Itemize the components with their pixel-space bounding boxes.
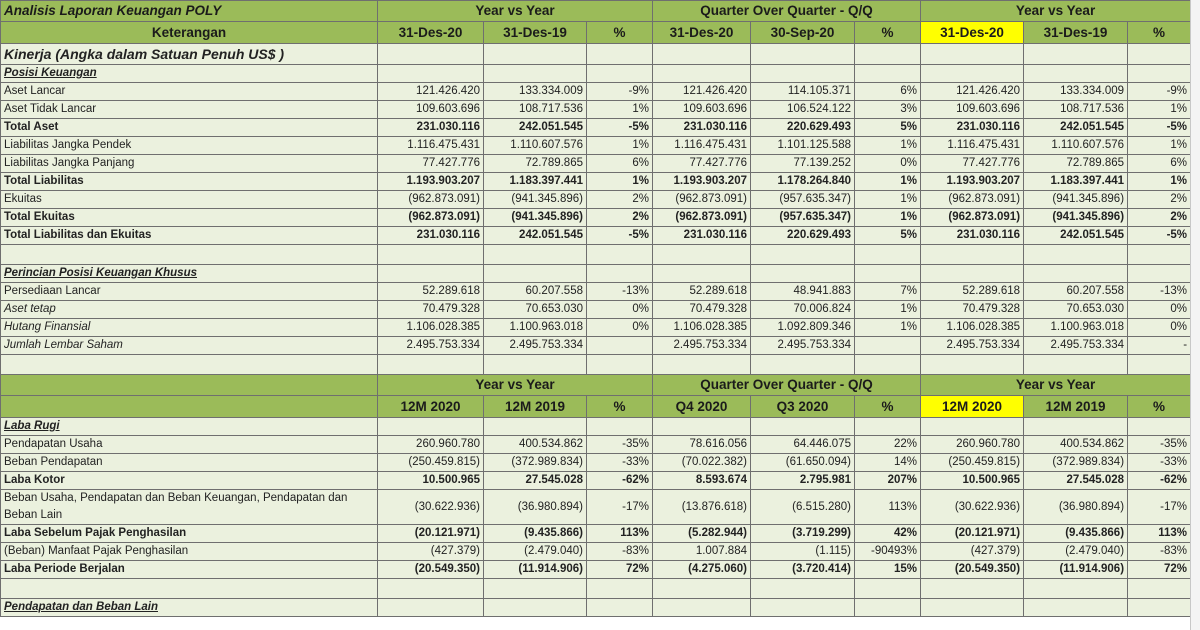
table-cell[interactable]: (61.650.094) xyxy=(751,454,855,472)
group-qoq-label[interactable]: Quarter Over Quarter - Q/Q xyxy=(653,1,921,22)
table-cell[interactable]: 2.495.753.334 xyxy=(921,337,1024,355)
table-cell[interactable]: 1% xyxy=(855,301,921,319)
table-cell[interactable]: 72% xyxy=(1128,561,1191,579)
table-cell[interactable]: 14% xyxy=(855,454,921,472)
table-cell[interactable]: 77.427.776 xyxy=(653,155,751,173)
table-cell[interactable]: 10.500.965 xyxy=(378,472,484,490)
table-cell[interactable]: 242.051.545 xyxy=(1024,119,1128,137)
table-cell[interactable]: 48.941.883 xyxy=(751,283,855,301)
table-cell[interactable]: 231.030.116 xyxy=(653,227,751,245)
table-cell[interactable]: 260.960.780 xyxy=(921,436,1024,454)
column-header-row-2 xyxy=(1,396,1191,418)
table-cell[interactable]: 1.193.903.207 xyxy=(921,173,1024,191)
row-label[interactable]: (Beban) Manfaat Pajak Penghasilan xyxy=(1,543,378,561)
table-row xyxy=(1,436,1191,454)
row-label[interactable]: Persediaan Lancar xyxy=(1,283,378,301)
table-cell[interactable]: 70.479.328 xyxy=(921,301,1024,319)
table-cell[interactable]: (962.873.091) xyxy=(921,191,1024,209)
row-label[interactable]: Beban Pendapatan xyxy=(1,454,378,472)
spacer-row xyxy=(1,579,1191,599)
column-header[interactable]: 31-Des-19 xyxy=(484,22,587,44)
table-cell[interactable]: (5.282.944) xyxy=(653,525,751,543)
perincian-rows xyxy=(1,283,1191,355)
table-cell[interactable]: 70.653.030 xyxy=(484,301,587,319)
table-row xyxy=(1,283,1191,301)
table-cell[interactable]: 6% xyxy=(587,155,653,173)
row-label[interactable]: Ekuitas xyxy=(1,191,378,209)
table-cell[interactable]: 8.593.674 xyxy=(653,472,751,490)
table-cell[interactable]: 133.334.009 xyxy=(1024,83,1128,101)
table-cell[interactable]: 1% xyxy=(587,137,653,155)
table-cell[interactable]: -33% xyxy=(587,454,653,472)
table-cell[interactable]: -13% xyxy=(587,283,653,301)
row-label[interactable]: Liabilitas Jangka Pendek xyxy=(1,137,378,155)
table-row xyxy=(1,561,1191,579)
table-cell[interactable]: 260.960.780 xyxy=(378,436,484,454)
table-cell[interactable]: 113% xyxy=(1128,525,1191,543)
column-header[interactable]: Q3 2020 xyxy=(751,396,855,418)
table-cell[interactable]: 207% xyxy=(855,472,921,490)
table-cell[interactable]: 113% xyxy=(587,525,653,543)
posisi-rows xyxy=(1,83,1191,245)
partial-row-label[interactable]: Pendapatan dan Beban Lain xyxy=(1,599,378,617)
table-row xyxy=(1,319,1191,337)
table-cell[interactable]: 1.106.028.385 xyxy=(378,319,484,337)
table-cell[interactable]: 114.105.371 xyxy=(751,83,855,101)
table-cell[interactable]: 1.193.903.207 xyxy=(653,173,751,191)
table-cell[interactable]: -33% xyxy=(1128,454,1191,472)
table-cell[interactable]: 1.106.028.385 xyxy=(921,319,1024,337)
group-qoq-label[interactable]: Quarter Over Quarter - Q/Q xyxy=(653,375,921,396)
table-cell[interactable]: (250.459.815) xyxy=(921,454,1024,472)
column-header[interactable]: 12M 2020 xyxy=(378,396,484,418)
table-cell[interactable]: 1.110.607.576 xyxy=(484,137,587,155)
table-cell[interactable]: 121.426.420 xyxy=(921,83,1024,101)
table-cell[interactable]: -90493% xyxy=(855,543,921,561)
column-header[interactable]: % xyxy=(1128,22,1191,44)
table-cell[interactable]: 231.030.116 xyxy=(378,227,484,245)
table-cell[interactable]: 1.106.028.385 xyxy=(653,319,751,337)
table-cell[interactable]: 1% xyxy=(1128,173,1191,191)
column-header[interactable]: 31-Des-20 xyxy=(653,22,751,44)
group-yoy-label[interactable]: Year vs Year xyxy=(378,1,653,22)
table-cell[interactable]: 1% xyxy=(587,173,653,191)
table-cell[interactable]: (4.275.060) xyxy=(653,561,751,579)
table-cell[interactable]: -9% xyxy=(1128,83,1191,101)
table-cell[interactable]: (6.515.280) xyxy=(751,490,855,525)
column-header[interactable]: 31-Des-19 xyxy=(1024,22,1128,44)
row-label[interactable]: Pendapatan Usaha xyxy=(1,436,378,454)
subsection-row xyxy=(1,418,1191,436)
table-cell[interactable]: 0% xyxy=(587,301,653,319)
table-cell[interactable]: 27.545.028 xyxy=(1024,472,1128,490)
table-cell[interactable]: 1.100.963.018 xyxy=(484,319,587,337)
table-cell[interactable]: -35% xyxy=(587,436,653,454)
column-header[interactable]: % xyxy=(855,396,921,418)
table-cell[interactable]: (30.622.936) xyxy=(921,490,1024,525)
column-header[interactable]: 31-Des-20 xyxy=(378,22,484,44)
table-cell[interactable]: 108.717.536 xyxy=(484,101,587,119)
table-cell[interactable]: 1% xyxy=(855,319,921,337)
table-cell[interactable]: 1% xyxy=(1128,101,1191,119)
table-cell[interactable]: 1.007.884 xyxy=(653,543,751,561)
laba-rows xyxy=(1,436,1191,579)
table-cell[interactable]: 2.795.981 xyxy=(751,472,855,490)
table-cell[interactable]: -9% xyxy=(587,83,653,101)
table-cell[interactable]: (2.479.040) xyxy=(484,543,587,561)
table-row xyxy=(1,472,1191,490)
column-header-row xyxy=(1,22,1191,44)
row-label[interactable]: Jumlah Lembar Saham xyxy=(1,337,378,355)
row-label[interactable]: Total Ekuitas xyxy=(1,209,378,227)
table-cell[interactable]: (962.873.091) xyxy=(378,191,484,209)
table-row xyxy=(1,543,1191,561)
table-cell[interactable]: 6% xyxy=(1128,155,1191,173)
table-cell[interactable]: (957.635.347) xyxy=(751,209,855,227)
table-cell[interactable]: (3.719.299) xyxy=(751,525,855,543)
table-row xyxy=(1,191,1191,209)
row-label[interactable]: Total Aset xyxy=(1,119,378,137)
column-header[interactable]: Q4 2020 xyxy=(653,396,751,418)
sheet-title[interactable]: Analisis Laporan Keuangan POLY xyxy=(1,1,378,22)
table-cell[interactable]: 1% xyxy=(855,137,921,155)
table-cell[interactable]: 400.534.862 xyxy=(484,436,587,454)
table-cell[interactable]: 231.030.116 xyxy=(378,119,484,137)
table-cell[interactable]: 1.193.903.207 xyxy=(378,173,484,191)
table-cell[interactable]: 0% xyxy=(1128,319,1191,337)
column-header[interactable]: 12M 2019 xyxy=(1024,396,1128,418)
column-header[interactable]: % xyxy=(587,396,653,418)
table-cell[interactable]: (962.873.091) xyxy=(378,209,484,227)
table-cell[interactable]: 400.534.862 xyxy=(1024,436,1128,454)
table-cell[interactable]: 106.524.122 xyxy=(751,101,855,119)
window-edge xyxy=(1190,0,1200,630)
table-cell[interactable]: (11.914.906) xyxy=(484,561,587,579)
table-cell[interactable]: (70.022.382) xyxy=(653,454,751,472)
table-cell[interactable]: (250.459.815) xyxy=(378,454,484,472)
subsection-title-perincian[interactable]: Perincian Posisi Keuangan Khusus xyxy=(1,265,378,283)
subsection-title-laba[interactable]: Laba Rugi xyxy=(1,418,378,436)
table-row xyxy=(1,173,1191,191)
table-cell[interactable]: 121.426.420 xyxy=(378,83,484,101)
group-yoy2-label[interactable]: Year vs Year xyxy=(921,375,1191,396)
table-cell[interactable]: (13.876.618) xyxy=(653,490,751,525)
spacer-row xyxy=(1,245,1191,265)
table-cell[interactable]: 1.101.125.588 xyxy=(751,137,855,155)
table-row xyxy=(1,119,1191,137)
table-cell[interactable]: 22% xyxy=(855,436,921,454)
empty-header-cell[interactable] xyxy=(1,396,378,418)
second-header-block xyxy=(1,355,1191,436)
table-cell[interactable]: 1% xyxy=(855,191,921,209)
group-yoy2-label[interactable]: Year vs Year xyxy=(921,1,1191,22)
table-cell[interactable]: 231.030.116 xyxy=(921,227,1024,245)
table-cell[interactable]: (2.479.040) xyxy=(1024,543,1128,561)
table-cell[interactable]: (1.115) xyxy=(751,543,855,561)
table-cell[interactable]: 77.139.252 xyxy=(751,155,855,173)
table-cell[interactable]: 6% xyxy=(855,83,921,101)
table-row xyxy=(1,137,1191,155)
table-cell[interactable]: 242.051.545 xyxy=(484,119,587,137)
table-cell[interactable]: 70.006.824 xyxy=(751,301,855,319)
table-cell[interactable]: 2.495.753.334 xyxy=(378,337,484,355)
table-cell[interactable]: 2.495.753.334 xyxy=(751,337,855,355)
row-label[interactable]: Aset Tidak Lancar xyxy=(1,101,378,119)
table-cell[interactable]: -5% xyxy=(587,227,653,245)
table-cell[interactable]: 0% xyxy=(1128,301,1191,319)
column-header-highlighted[interactable]: 31-Des-20 xyxy=(921,22,1024,44)
table-cell[interactable]: (372.989.834) xyxy=(1024,454,1128,472)
table-cell[interactable]: 60.207.558 xyxy=(1024,283,1128,301)
table-cell[interactable]: (941.345.896) xyxy=(484,191,587,209)
table-cell[interactable]: 15% xyxy=(855,561,921,579)
row-label[interactable]: Laba Periode Berjalan xyxy=(1,561,378,579)
row-label[interactable]: Total Liabilitas xyxy=(1,173,378,191)
table-row xyxy=(1,454,1191,472)
table-cell[interactable]: 231.030.116 xyxy=(653,119,751,137)
table-cell[interactable]: 0% xyxy=(587,319,653,337)
empty-header-cell[interactable] xyxy=(1,375,378,396)
table-cell[interactable]: 231.030.116 xyxy=(921,119,1024,137)
table-cell[interactable]: 2.495.753.334 xyxy=(1024,337,1128,355)
row-label[interactable]: Beban Usaha, Pendapatan dan Beban Keuangan, Pendapatan dan Beban Lain xyxy=(1,490,378,525)
table-cell[interactable]: (941.345.896) xyxy=(1024,191,1128,209)
table-cell[interactable]: (427.379) xyxy=(921,543,1024,561)
row-label[interactable]: Aset tetap xyxy=(1,301,378,319)
table-cell[interactable]: 1% xyxy=(1128,137,1191,155)
table-cell[interactable] xyxy=(587,337,653,355)
column-header[interactable]: 12M 2019 xyxy=(484,396,587,418)
table-cell[interactable]: 109.603.696 xyxy=(378,101,484,119)
table-row xyxy=(1,101,1191,119)
table-cell[interactable]: 2% xyxy=(587,209,653,227)
table-cell[interactable]: 108.717.536 xyxy=(1024,101,1128,119)
table-cell[interactable]: 2.495.753.334 xyxy=(653,337,751,355)
table-cell[interactable]: 113% xyxy=(855,490,921,525)
table-row xyxy=(1,83,1191,101)
table-cell[interactable]: 242.051.545 xyxy=(484,227,587,245)
table-cell[interactable]: 242.051.545 xyxy=(1024,227,1128,245)
table-cell[interactable]: (941.345.896) xyxy=(1024,209,1128,227)
column-header[interactable]: 30-Sep-20 xyxy=(751,22,855,44)
table-cell[interactable]: 78.616.056 xyxy=(653,436,751,454)
spacer-block xyxy=(1,245,1191,283)
table-cell[interactable]: 5% xyxy=(855,119,921,137)
spacer-row xyxy=(1,355,1191,375)
table-cell[interactable]: (962.873.091) xyxy=(921,209,1024,227)
table-cell[interactable]: -5% xyxy=(1128,227,1191,245)
group-header-row xyxy=(1,1,1191,22)
table-cell[interactable]: (30.622.936) xyxy=(378,490,484,525)
table-cell[interactable]: 5% xyxy=(855,227,921,245)
table-cell[interactable]: (36.980.894) xyxy=(484,490,587,525)
table-cell[interactable]: 72.789.865 xyxy=(1024,155,1128,173)
table-cell[interactable]: 1.092.809.346 xyxy=(751,319,855,337)
table-row xyxy=(1,337,1191,355)
table-cell[interactable]: -62% xyxy=(587,472,653,490)
table-cell[interactable]: (941.345.896) xyxy=(484,209,587,227)
column-header[interactable]: % xyxy=(1128,396,1191,418)
table-row xyxy=(1,525,1191,543)
table-cell[interactable]: (962.873.091) xyxy=(653,191,751,209)
row-label[interactable]: Aset Lancar xyxy=(1,83,378,101)
table-cell[interactable]: 42% xyxy=(855,525,921,543)
table-cell[interactable]: 52.289.618 xyxy=(378,283,484,301)
group-yoy-label[interactable]: Year vs Year xyxy=(378,375,653,396)
column-header-highlighted[interactable]: 12M 2020 xyxy=(921,396,1024,418)
table-cell[interactable]: 2% xyxy=(1128,209,1191,227)
table-cell[interactable] xyxy=(855,337,921,355)
table-cell[interactable]: - xyxy=(1128,337,1191,355)
table-cell[interactable]: 60.207.558 xyxy=(484,283,587,301)
table-cell[interactable]: (962.873.091) xyxy=(653,209,751,227)
table-cell[interactable]: 77.427.776 xyxy=(378,155,484,173)
table-cell[interactable]: 27.545.028 xyxy=(484,472,587,490)
table-cell[interactable]: 70.653.030 xyxy=(1024,301,1128,319)
table-cell[interactable]: -83% xyxy=(1128,543,1191,561)
table-cell[interactable]: 1.116.475.431 xyxy=(378,137,484,155)
table-cell[interactable]: 7% xyxy=(855,283,921,301)
table-cell[interactable]: (20.549.350) xyxy=(921,561,1024,579)
table-cell[interactable]: 70.479.328 xyxy=(653,301,751,319)
table-cell[interactable]: 1.183.397.441 xyxy=(484,173,587,191)
table-cell[interactable]: -5% xyxy=(1128,119,1191,137)
table-cell[interactable]: 0% xyxy=(855,155,921,173)
table-cell[interactable]: 77.427.776 xyxy=(921,155,1024,173)
subsection-row xyxy=(1,265,1191,283)
table-cell[interactable]: 1% xyxy=(855,209,921,227)
group-header-row-2 xyxy=(1,375,1191,396)
table-cell[interactable]: (3.720.414) xyxy=(751,561,855,579)
row-label[interactable]: Laba Kotor xyxy=(1,472,378,490)
table-row xyxy=(1,490,1191,525)
table-cell[interactable]: 220.629.493 xyxy=(751,227,855,245)
table-cell[interactable]: (20.121.971) xyxy=(921,525,1024,543)
table-row xyxy=(1,301,1191,319)
table-cell[interactable]: -17% xyxy=(1128,490,1191,525)
table-cell[interactable]: 1% xyxy=(587,101,653,119)
table-cell[interactable]: -13% xyxy=(1128,283,1191,301)
section-title-row xyxy=(1,44,1191,65)
table-cell[interactable]: 220.629.493 xyxy=(751,119,855,137)
table-cell[interactable]: 133.334.009 xyxy=(484,83,587,101)
partial-row xyxy=(1,599,1191,617)
table-cell[interactable]: (9.435.866) xyxy=(484,525,587,543)
subsection-title-posisi[interactable]: Posisi Keuangan xyxy=(1,65,378,83)
row-label[interactable]: Total Liabilitas dan Ekuitas xyxy=(1,227,378,245)
table-cell[interactable]: 64.446.075 xyxy=(751,436,855,454)
table-cell[interactable]: 109.603.696 xyxy=(921,101,1024,119)
footer-block xyxy=(1,579,1191,617)
table-cell[interactable]: (427.379) xyxy=(378,543,484,561)
table-cell[interactable]: 72.789.865 xyxy=(484,155,587,173)
table-cell[interactable]: (9.435.866) xyxy=(1024,525,1128,543)
subsection-row xyxy=(1,65,1191,83)
table-cell[interactable]: 2% xyxy=(1128,191,1191,209)
column-header[interactable]: % xyxy=(587,22,653,44)
sheet-body xyxy=(1,1,1191,83)
table-cell[interactable]: -5% xyxy=(587,119,653,137)
column-header-keterangan[interactable]: Keterangan xyxy=(1,22,378,44)
table-cell[interactable]: 1.116.475.431 xyxy=(921,137,1024,155)
column-header[interactable]: % xyxy=(855,22,921,44)
table-cell[interactable]: (957.635.347) xyxy=(751,191,855,209)
row-label[interactable]: Hutang Finansial xyxy=(1,319,378,337)
section-title[interactable]: Kinerja (Angka dalam Satuan Penuh US$ ) xyxy=(1,44,378,65)
table-cell[interactable]: 2.495.753.334 xyxy=(484,337,587,355)
table-cell[interactable]: 10.500.965 xyxy=(921,472,1024,490)
row-label[interactable]: Laba Sebelum Pajak Penghasilan xyxy=(1,525,378,543)
table-cell[interactable]: 121.426.420 xyxy=(653,83,751,101)
table-cell[interactable]: 1.178.264.840 xyxy=(751,173,855,191)
table-row xyxy=(1,209,1191,227)
table-cell[interactable]: 1.110.607.576 xyxy=(1024,137,1128,155)
table-cell[interactable]: (20.121.971) xyxy=(378,525,484,543)
row-label[interactable]: Liabilitas Jangka Panjang xyxy=(1,155,378,173)
table-cell[interactable]: -83% xyxy=(587,543,653,561)
table-cell[interactable]: 3% xyxy=(855,101,921,119)
table-cell[interactable]: 2% xyxy=(587,191,653,209)
table-cell[interactable]: -62% xyxy=(1128,472,1191,490)
table-cell[interactable]: -17% xyxy=(587,490,653,525)
table-cell[interactable]: 1.116.475.431 xyxy=(653,137,751,155)
table-cell[interactable]: 1.183.397.441 xyxy=(1024,173,1128,191)
table-cell[interactable]: 52.289.618 xyxy=(653,283,751,301)
table-row xyxy=(1,155,1191,173)
table-cell[interactable]: 1% xyxy=(855,173,921,191)
table-cell[interactable]: 109.603.696 xyxy=(653,101,751,119)
table-cell[interactable]: 1.100.963.018 xyxy=(1024,319,1128,337)
table-cell[interactable]: 70.479.328 xyxy=(378,301,484,319)
table-cell[interactable]: 52.289.618 xyxy=(921,283,1024,301)
table-row xyxy=(1,227,1191,245)
table-cell[interactable]: (36.980.894) xyxy=(1024,490,1128,525)
table-cell[interactable]: -35% xyxy=(1128,436,1191,454)
table-cell[interactable]: 72% xyxy=(587,561,653,579)
table-cell[interactable]: (20.549.350) xyxy=(378,561,484,579)
table-cell[interactable]: (372.989.834) xyxy=(484,454,587,472)
table-cell[interactable]: (11.914.906) xyxy=(1024,561,1128,579)
